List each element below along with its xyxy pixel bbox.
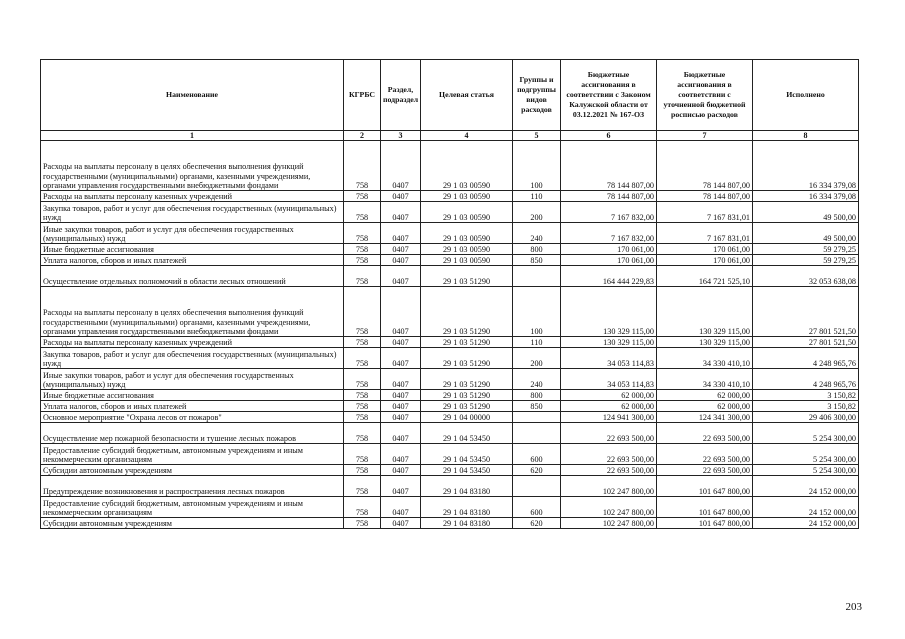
row-kgrbs: 758 (344, 390, 381, 401)
row-executed-amount: 59 279,25 (753, 244, 859, 255)
column-number: 2 (344, 131, 381, 141)
row-name: Предупреждение возникновения и распространения лесных пожаров (41, 476, 344, 497)
column-number: 7 (657, 131, 753, 141)
row-executed-amount: 59 279,25 (753, 255, 859, 266)
row-name: Закупка товаров, работ и услуг для обеспечения государственных (муниципальных) нужд (41, 348, 344, 369)
row-group: 620 (513, 518, 561, 529)
row-target: 29 1 04 53450 (421, 423, 513, 444)
row-law-amount: 170 061,00 (561, 255, 657, 266)
table-row (41, 337, 859, 348)
row-group: 850 (513, 255, 561, 266)
row-law-amount: 34 053 114,83 (561, 369, 657, 390)
row-target: 29 1 03 51290 (421, 369, 513, 390)
row-refined-amount: 130 329 115,00 (657, 337, 753, 348)
row-group: 110 (513, 337, 561, 348)
row-target: 29 1 03 00590 (421, 191, 513, 202)
row-name: Уплата налогов, сборов и иных платежей (41, 401, 344, 412)
row-group: 800 (513, 244, 561, 255)
row-target: 29 1 03 51290 (421, 390, 513, 401)
row-section: 0407 (381, 191, 421, 202)
row-section: 0407 (381, 266, 421, 287)
row-law-amount: 78 144 807,00 (561, 141, 657, 191)
column-number: 6 (561, 131, 657, 141)
row-name: Предоставление субсидий бюджетным, автономным учреждениям и иным некоммерческим организациям (41, 444, 344, 465)
row-section: 0407 (381, 337, 421, 348)
row-kgrbs: 758 (344, 337, 381, 348)
row-section: 0407 (381, 244, 421, 255)
row-kgrbs: 758 (344, 369, 381, 390)
budget-execution-table (40, 59, 859, 529)
page-number: 203 (845, 601, 862, 613)
row-name: Закупка товаров, работ и услуг для обеспечения государственных (муниципальных) нужд (41, 202, 344, 223)
row-section: 0407 (381, 369, 421, 390)
row-target: 29 1 03 51290 (421, 287, 513, 337)
row-name: Субсидии автономным учреждениям (41, 465, 344, 476)
row-law-amount: 34 053 114,83 (561, 348, 657, 369)
row-section: 0407 (381, 348, 421, 369)
header-executed: Исполнено (753, 60, 859, 131)
row-group (513, 423, 561, 444)
row-refined-amount: 170 061,00 (657, 244, 753, 255)
table-row (41, 266, 859, 287)
table-row (41, 191, 859, 202)
row-executed-amount: 24 152 000,00 (753, 497, 859, 518)
row-section: 0407 (381, 202, 421, 223)
row-name: Осуществление мер пожарной безопасности и тушение лесных пожаров (41, 423, 344, 444)
row-kgrbs: 758 (344, 412, 381, 423)
row-section: 0407 (381, 518, 421, 529)
row-group: 110 (513, 191, 561, 202)
row-kgrbs: 758 (344, 287, 381, 337)
row-executed-amount: 27 801 521,50 (753, 287, 859, 337)
header-group: Группы и подгруппы видов расходов (513, 60, 561, 131)
row-refined-amount: 78 144 807,00 (657, 191, 753, 202)
row-group (513, 412, 561, 423)
row-law-amount: 78 144 807,00 (561, 191, 657, 202)
table-row (41, 244, 859, 255)
row-law-amount: 130 329 115,00 (561, 337, 657, 348)
row-executed-amount: 16 334 379,08 (753, 191, 859, 202)
row-group: 100 (513, 287, 561, 337)
table-row (41, 255, 859, 266)
row-group: 200 (513, 202, 561, 223)
row-executed-amount: 16 334 379,08 (753, 141, 859, 191)
row-executed-amount: 29 406 300,00 (753, 412, 859, 423)
row-law-amount: 22 693 500,00 (561, 423, 657, 444)
row-refined-amount: 101 647 800,00 (657, 518, 753, 529)
row-target: 29 1 04 53450 (421, 465, 513, 476)
row-section: 0407 (381, 412, 421, 423)
table-row (41, 476, 859, 497)
table-row (41, 287, 859, 337)
row-section: 0407 (381, 476, 421, 497)
row-kgrbs: 758 (344, 465, 381, 476)
row-law-amount: 7 167 832,00 (561, 223, 657, 244)
row-law-amount: 22 693 500,00 (561, 444, 657, 465)
row-target: 29 1 03 51290 (421, 401, 513, 412)
row-law-amount: 22 693 500,00 (561, 465, 657, 476)
row-section: 0407 (381, 255, 421, 266)
row-refined-amount: 124 341 300,00 (657, 412, 753, 423)
row-executed-amount: 3 150,82 (753, 390, 859, 401)
row-law-amount: 130 329 115,00 (561, 287, 657, 337)
row-refined-amount: 130 329 115,00 (657, 287, 753, 337)
row-kgrbs: 758 (344, 476, 381, 497)
row-law-amount: 7 167 832,00 (561, 202, 657, 223)
row-section: 0407 (381, 423, 421, 444)
row-executed-amount: 4 248 965,76 (753, 369, 859, 390)
row-name: Расходы на выплаты персоналу в целях обеспечения выполнения функций государственными (муниципальными) органами, казенными учреждениями, органами управления государственными внебюджетными фондами (41, 287, 344, 337)
column-number: 3 (381, 131, 421, 141)
row-law-amount: 164 444 229,83 (561, 266, 657, 287)
row-section: 0407 (381, 465, 421, 476)
row-name: Осуществление отдельных полномочий в области лесных отношений (41, 266, 344, 287)
row-target: 29 1 03 51290 (421, 337, 513, 348)
row-kgrbs: 758 (344, 191, 381, 202)
row-refined-amount: 78 144 807,00 (657, 141, 753, 191)
row-executed-amount: 49 500,00 (753, 223, 859, 244)
row-group: 850 (513, 401, 561, 412)
budget-table-sheet (40, 59, 859, 529)
row-kgrbs: 758 (344, 401, 381, 412)
column-number-row (41, 131, 859, 141)
row-refined-amount: 62 000,00 (657, 390, 753, 401)
row-section: 0407 (381, 390, 421, 401)
row-section: 0407 (381, 401, 421, 412)
table-row (41, 444, 859, 465)
row-name: Иные бюджетные ассигнования (41, 244, 344, 255)
row-executed-amount: 5 254 300,00 (753, 423, 859, 444)
row-refined-amount: 7 167 831,01 (657, 223, 753, 244)
row-refined-amount: 164 721 525,10 (657, 266, 753, 287)
row-executed-amount: 24 152 000,00 (753, 518, 859, 529)
row-name: Иные закупки товаров, работ и услуг для обеспечения государственных (муниципальных) нужд (41, 223, 344, 244)
row-section: 0407 (381, 141, 421, 191)
table-row (41, 401, 859, 412)
row-name: Предоставление субсидий бюджетным, автономным учреждениям и иным некоммерческим организациям (41, 497, 344, 518)
row-group: 800 (513, 390, 561, 401)
row-refined-amount: 101 647 800,00 (657, 476, 753, 497)
row-section: 0407 (381, 223, 421, 244)
row-name: Основное мероприятие "Охрана лесов от пожаров" (41, 412, 344, 423)
column-number: 4 (421, 131, 513, 141)
column-number: 8 (753, 131, 859, 141)
column-number: 5 (513, 131, 561, 141)
row-target: 29 1 04 83180 (421, 476, 513, 497)
table-row (41, 497, 859, 518)
row-law-amount: 124 941 300,00 (561, 412, 657, 423)
row-target: 29 1 04 53450 (421, 444, 513, 465)
row-executed-amount: 49 500,00 (753, 202, 859, 223)
row-executed-amount: 5 254 300,00 (753, 465, 859, 476)
row-refined-amount: 22 693 500,00 (657, 423, 753, 444)
table-row (41, 423, 859, 444)
header-row (41, 60, 859, 131)
row-law-amount: 102 247 800,00 (561, 518, 657, 529)
row-target: 29 1 03 51290 (421, 348, 513, 369)
row-law-amount: 62 000,00 (561, 401, 657, 412)
row-group: 240 (513, 369, 561, 390)
row-name: Расходы на выплаты персоналу казенных учреждений (41, 337, 344, 348)
table-body (41, 141, 859, 529)
row-law-amount: 102 247 800,00 (561, 497, 657, 518)
row-law-amount: 62 000,00 (561, 390, 657, 401)
row-name: Расходы на выплаты персоналу в целях обеспечения выполнения функций государственными (муниципальными) органами, казенными учреждениями, органами управления государственными внебюджетными фондами (41, 141, 344, 191)
row-kgrbs: 758 (344, 202, 381, 223)
row-section: 0407 (381, 444, 421, 465)
row-kgrbs: 758 (344, 518, 381, 529)
row-group: 620 (513, 465, 561, 476)
row-group: 100 (513, 141, 561, 191)
row-law-amount: 102 247 800,00 (561, 476, 657, 497)
row-executed-amount: 27 801 521,50 (753, 337, 859, 348)
row-group: 200 (513, 348, 561, 369)
row-kgrbs: 758 (344, 423, 381, 444)
row-executed-amount: 24 152 000,00 (753, 476, 859, 497)
table-row (41, 141, 859, 191)
header-section: Раздел, подраздел (381, 60, 421, 131)
header-refined: Бюджетные ассигнования в соответствии с уточненной бюджетной росписью расходов (657, 60, 753, 131)
row-target: 29 1 04 00000 (421, 412, 513, 423)
row-kgrbs: 758 (344, 223, 381, 244)
header-kgrbs: КГРБС (344, 60, 381, 131)
row-section: 0407 (381, 497, 421, 518)
row-name: Иные бюджетные ассигнования (41, 390, 344, 401)
row-refined-amount: 62 000,00 (657, 401, 753, 412)
row-name: Уплата налогов, сборов и иных платежей (41, 255, 344, 266)
row-target: 29 1 04 83180 (421, 518, 513, 529)
row-refined-amount: 22 693 500,00 (657, 444, 753, 465)
header-law: Бюджетные ассигнования в соответствии с Законом Калужской области от 03.12.2021 № 167-ОЗ (561, 60, 657, 131)
row-name: Расходы на выплаты персоналу казенных учреждений (41, 191, 344, 202)
row-kgrbs: 758 (344, 497, 381, 518)
row-target: 29 1 03 00590 (421, 223, 513, 244)
row-executed-amount: 3 150,82 (753, 401, 859, 412)
header-target: Целевая статья (421, 60, 513, 131)
row-refined-amount: 101 647 800,00 (657, 497, 753, 518)
table-row (41, 412, 859, 423)
row-group (513, 476, 561, 497)
row-kgrbs: 758 (344, 255, 381, 266)
table-row (41, 202, 859, 223)
table-row (41, 518, 859, 529)
row-executed-amount: 4 248 965,76 (753, 348, 859, 369)
header-name: Наименование (41, 60, 344, 131)
row-name: Субсидии автономным учреждениям (41, 518, 344, 529)
row-target: 29 1 03 00590 (421, 141, 513, 191)
row-refined-amount: 22 693 500,00 (657, 465, 753, 476)
row-refined-amount: 34 330 410,10 (657, 348, 753, 369)
row-target: 29 1 03 51290 (421, 266, 513, 287)
row-group: 240 (513, 223, 561, 244)
row-kgrbs: 758 (344, 141, 381, 191)
row-refined-amount: 34 330 410,10 (657, 369, 753, 390)
row-kgrbs: 758 (344, 266, 381, 287)
row-refined-amount: 170 061,00 (657, 255, 753, 266)
column-number: 1 (41, 131, 344, 141)
table-row (41, 390, 859, 401)
row-target: 29 1 03 00590 (421, 255, 513, 266)
row-section: 0407 (381, 287, 421, 337)
table-row (41, 369, 859, 390)
row-executed-amount: 5 254 300,00 (753, 444, 859, 465)
row-group: 600 (513, 497, 561, 518)
table-row (41, 465, 859, 476)
row-group: 600 (513, 444, 561, 465)
row-executed-amount: 32 053 638,08 (753, 266, 859, 287)
row-group (513, 266, 561, 287)
row-target: 29 1 03 00590 (421, 202, 513, 223)
row-target: 29 1 04 83180 (421, 497, 513, 518)
row-target: 29 1 03 00590 (421, 244, 513, 255)
row-name: Иные закупки товаров, работ и услуг для обеспечения государственных (муниципальных) нужд (41, 369, 344, 390)
row-kgrbs: 758 (344, 444, 381, 465)
row-refined-amount: 7 167 831,01 (657, 202, 753, 223)
row-kgrbs: 758 (344, 348, 381, 369)
table-row (41, 348, 859, 369)
row-law-amount: 170 061,00 (561, 244, 657, 255)
row-kgrbs: 758 (344, 244, 381, 255)
table-row (41, 223, 859, 244)
